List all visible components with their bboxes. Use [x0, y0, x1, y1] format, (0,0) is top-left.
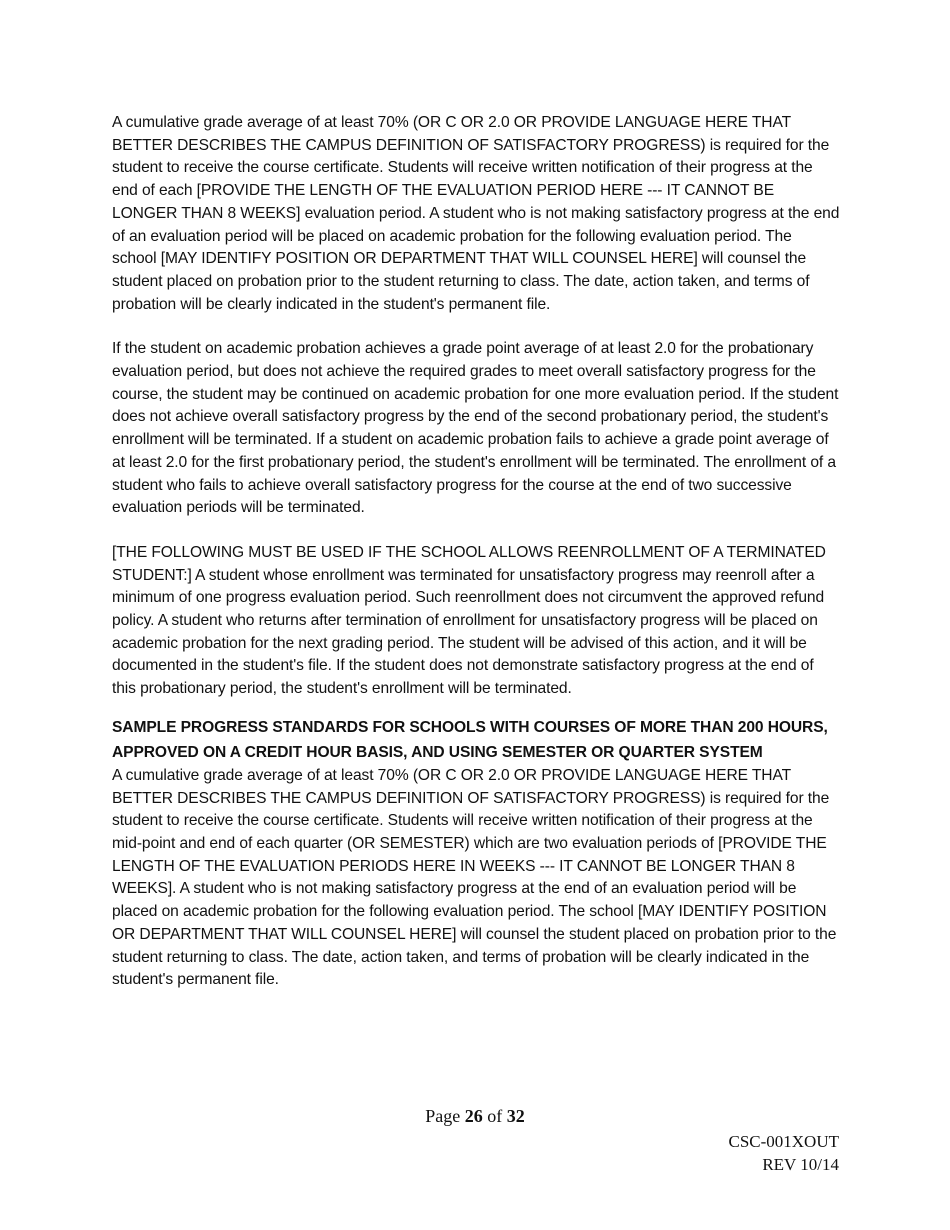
- paragraph-probation: If the student on academic probation achieves a grade point average of at least 2.0 for the probationary evaluation period, but does not achieve the required grades to meet overall satisfactory progress for the course, the student may be continued on academic probation for one more evaluation period. If the student does not achieve overall satisfactory progress by the end of the second probationary period, the student's enrollment will be terminated. If a student on academic probation fails to achieve a grade point average of at least 2.0 for the first probationary period, the student's enrollment will be terminated. The enrollment of a student who fails to achieve overall satisfactory progress for the course at the end of two successive evaluation periods will be terminated.: [112, 340, 839, 517]
- of-word: of: [487, 1106, 503, 1126]
- document-body: [112, 112, 840, 992]
- form-code: CSC-001XOUT: [728, 1132, 839, 1151]
- paragraph-gap: [112, 316, 840, 338]
- paragraph-semester-standards: A cumulative grade average of at least 70% (OR C OR 2.0 OR PROVIDE LANGUAGE HERE THAT BETTER DESCRIBES THE CAMPUS DEFINITION OF SATISFACTORY PROGRESS) is required for the student to receive the course certificate. Students will receive written notification of their progress at the mid-point and end of each quarter (OR SEMESTER) which are two evaluation periods of [PROVIDE THE LENGTH OF THE EVALUATION PERIODS HERE IN WEEKS --- IT CANNOT BE LONGER THAN 8 WEEKS]. A student who is not making satisfactory progress at the end of an evaluation period will be placed on academic probation for the following evaluation period. The school [MAY IDENTIFY POSITION OR DEPARTMENT THAT WILL COUNSEL HERE] will counsel the student placed on probation prior to the student returning to class. The date, action taken, and terms of probation will be clearly indicated in the student's permanent file.: [112, 766, 837, 989]
- paragraph-gap: [112, 701, 840, 715]
- paragraph-grade-average: A cumulative grade average of at least 70% (OR C OR 2.0 OR PROVIDE LANGUAGE HERE THAT BETTER DESCRIBES THE CAMPUS DEFINITION OF SATISFACTORY PROGRESS) is required for the student to receive the course certificate. Students will receive written notification of their progress at the end of each [PROVIDE THE LENGTH OF THE EVALUATION PERIOD HERE --- IT CANNOT BE LONGER THAN 8 WEEKS] evaluation period. A student who is not making satisfactory progress at the end of an evaluation period will be placed on academic probation for the following evaluation period. The school [MAY IDENTIFY POSITION OR DEPARTMENT THAT WILL COUNSEL HERE] will counsel the student placed on probation prior to the student returning to class. The date, action taken, and terms of probation will be clearly indicated in the student's permanent file.: [112, 114, 840, 313]
- paragraph-gap: [112, 520, 840, 542]
- page-number: [0, 1106, 950, 1127]
- section-heading: SAMPLE PROGRESS STANDARDS FOR SCHOOLS WITH COURSES OF MORE THAN 200 HOURS, APPROVED ON A CREDIT HOUR BASIS, AND USING SEMESTER OR QUARTER SYSTEM: [112, 718, 828, 761]
- page-word: Page: [425, 1106, 461, 1126]
- page-current: 26: [464, 1106, 483, 1126]
- paragraph-reenrollment: [THE FOLLOWING MUST BE USED IF THE SCHOOL ALLOWS REENROLLMENT OF A TERMINATED STUDENT:] A student whose enrollment was terminated for unsatisfactory progress may reenroll after a minimum of one progress evaluation period. Such reenrollment does not circumvent the approved refund policy. A student who returns after termination of enrollment for unsatisfactory progress will be placed on academic probation for the next grading period. The student will be advised of this action, and it will be documented in the student's file. If the student does not demonstrate satisfactory progress at the end of this probationary period, the student's enrollment will be terminated.: [112, 543, 826, 698]
- page-total: 32: [506, 1106, 525, 1126]
- revision-label: REV 10/14: [762, 1155, 839, 1174]
- form-reference: [728, 1130, 839, 1176]
